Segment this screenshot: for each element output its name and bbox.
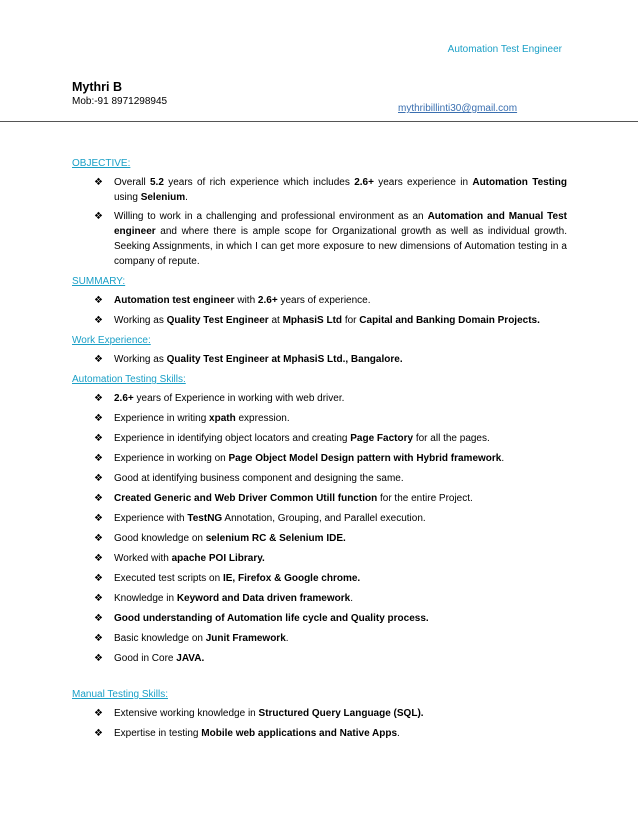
manual-item: ❖ Extensive working knowledge in Structured Query Language (SQL). <box>94 708 424 719</box>
objective-section <box>72 157 567 269</box>
summary-list <box>72 293 567 328</box>
automation-skills-heading: Automation Testing Skills: <box>72 374 186 385</box>
mobile-number: Mob:-91 8971298945 <box>72 96 168 107</box>
automation-item: ❖ Knowledge in Keyword and Data driven framework. <box>94 593 353 604</box>
manual-skills-section <box>72 688 567 741</box>
diamond-bullet-icon: ❖ <box>94 413 103 424</box>
manual-skills-list <box>72 706 567 741</box>
header-role: Automation Test Engineer <box>447 44 562 55</box>
summary-item: ❖ Working as Quality Test Engineer at MphasiS Ltd for Capital and Banking Domain Projects. <box>94 315 540 326</box>
objective-list <box>72 175 567 269</box>
summary-section <box>72 275 567 328</box>
diamond-bullet-icon: ❖ <box>94 473 103 484</box>
automation-item: ❖ Good in Core JAVA. <box>94 653 205 664</box>
automation-item: ❖ 2.6+ years of Experience in working with web driver. <box>94 393 345 404</box>
diamond-bullet-icon: ❖ <box>94 533 103 544</box>
automation-item: ❖ Worked with apache POI Library. <box>94 553 265 564</box>
header-divider <box>0 121 638 122</box>
diamond-bullet-icon: ❖ <box>94 433 103 444</box>
automation-item: ❖ Good knowledge on selenium RC & Selenium IDE. <box>94 533 346 544</box>
automation-item: ❖ Experience in identifying object locators and creating Page Factory for all the pages. <box>94 433 490 444</box>
diamond-bullet-icon: ❖ <box>94 593 103 604</box>
diamond-bullet-icon: ❖ <box>94 453 103 464</box>
summary-item: ❖ Automation test engineer with 2.6+ years of experience. <box>94 295 371 306</box>
diamond-bullet-icon: ❖ <box>94 728 103 739</box>
automation-item: ❖ Experience in writing xpath expression. <box>94 413 290 424</box>
work-item: ❖ Working as Quality Test Engineer at MphasiS Ltd., Bangalore. <box>94 354 403 365</box>
diamond-bullet-icon: ❖ <box>94 315 103 326</box>
diamond-bullet-icon: ❖ <box>94 573 103 584</box>
automation-skills-list <box>72 391 567 666</box>
candidate-name: Mythri B <box>72 80 122 94</box>
objective-item: ❖ Willing to work in a challenging and professional environment as an Automation and Manual Test engineer and where there is ample scope for Organizational growth as well as individual growth. Seeking Assignments, in which I can get more exposure to new dimensions of Automation testing in a company of repute. <box>94 211 567 267</box>
automation-item: ❖ Good understanding of Automation life cycle and Quality process. <box>94 613 429 624</box>
manual-item: ❖ Expertise in testing Mobile web applications and Native Apps. <box>94 728 400 739</box>
summary-heading: SUMMARY: <box>72 276 126 287</box>
automation-item: ❖ Good at identifying business component and designing the same. <box>94 473 404 484</box>
objective-item: ❖ Overall 5.2 years of rich experience which includes 2.6+ years experience in Automation Testing using Selenium. <box>94 177 568 203</box>
diamond-bullet-icon: ❖ <box>94 211 103 222</box>
diamond-bullet-icon: ❖ <box>94 513 103 524</box>
work-experience-heading: Work Experience: <box>72 335 151 346</box>
automation-skills-section <box>72 373 567 666</box>
work-experience-section <box>72 334 567 367</box>
diamond-bullet-icon: ❖ <box>94 295 103 306</box>
automation-item: ❖ Executed test scripts on IE, Firefox & Google chrome. <box>94 573 361 584</box>
diamond-bullet-icon: ❖ <box>94 553 103 564</box>
manual-skills-heading: Manual Testing Skills: <box>72 689 168 700</box>
work-experience-list <box>72 352 567 367</box>
automation-item: ❖ Experience with TestNG Annotation, Grouping, and Parallel execution. <box>94 513 426 524</box>
diamond-bullet-icon: ❖ <box>94 393 103 404</box>
diamond-bullet-icon: ❖ <box>94 708 103 719</box>
diamond-bullet-icon: ❖ <box>94 177 103 188</box>
automation-item: ❖ Created Generic and Web Driver Common Utill function for the entire Project. <box>94 493 473 504</box>
diamond-bullet-icon: ❖ <box>94 493 103 504</box>
resume-body <box>72 157 567 747</box>
diamond-bullet-icon: ❖ <box>94 653 103 664</box>
automation-item: ❖ Experience in working on Page Object Model Design pattern with Hybrid framework. <box>94 453 505 464</box>
diamond-bullet-icon: ❖ <box>94 354 103 365</box>
objective-heading: OBJECTIVE: <box>72 158 131 169</box>
diamond-bullet-icon: ❖ <box>94 613 103 624</box>
email-link[interactable]: mythribillinti30@gmail.com <box>398 103 518 114</box>
automation-item: ❖ Basic knowledge on Junit Framework. <box>94 633 289 644</box>
diamond-bullet-icon: ❖ <box>94 633 103 644</box>
